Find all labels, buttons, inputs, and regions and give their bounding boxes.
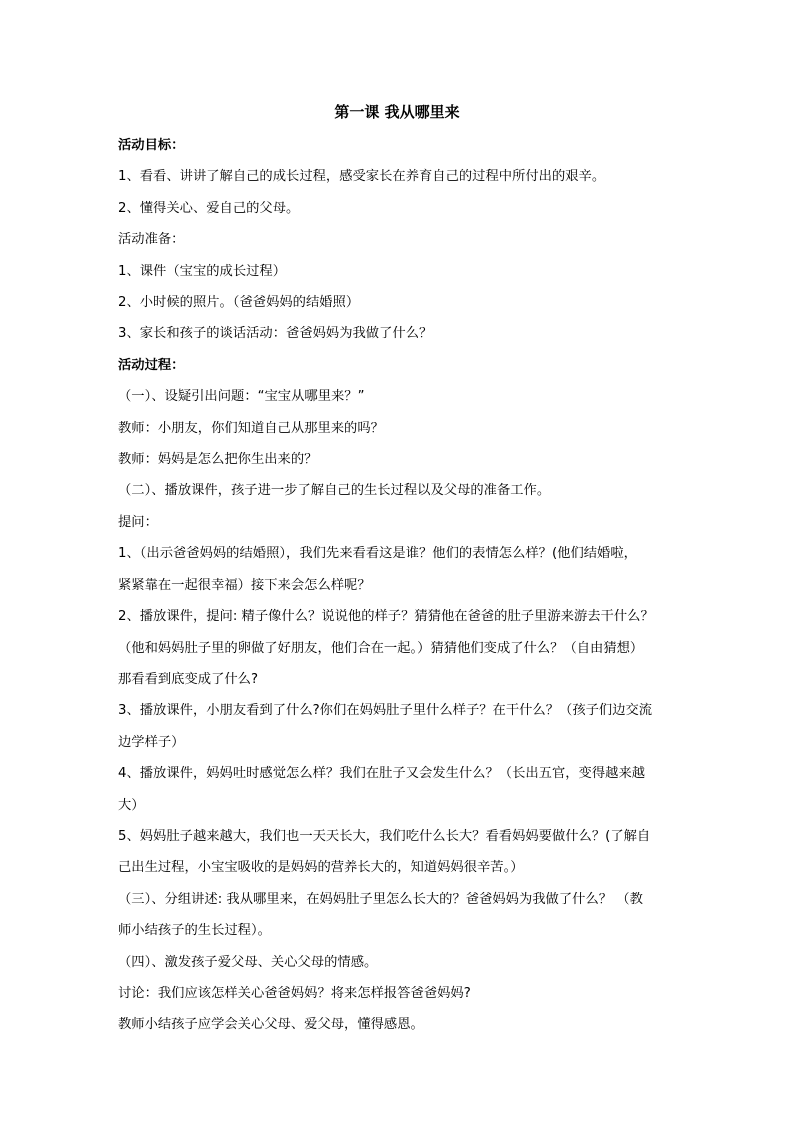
body-line: 教师小结孩子应学会关心父母、爱父母，懂得感恩。: [118, 1017, 424, 1033]
body-line: 1、看看、讲讲了解自己的成长过程，感受家长在养育自己的过程中所付出的艰辛。: [118, 169, 606, 185]
body-line: （二）、播放课件，孩子进一步了解自己的生长过程以及父母的准备工作。: [118, 483, 551, 499]
body-line: 1、（出示爸爸妈妈的结婚照），我们先来看看这是谁？他们的表情怎么样？(他们结婚啦，: [118, 546, 637, 562]
body-line: 2、播放课件，提问: 精子像什么？说说他的样子？猜猜他在爸爸的肚子里游来游去干什么？: [118, 609, 654, 625]
body-line: （一）、设疑引出问题：“宝宝从哪里来？”: [118, 389, 365, 405]
body-line: 师小结孩子的生长过程）。: [118, 923, 271, 939]
body-line: 教师：小朋友，你们知道自己从那里来的吗？: [118, 420, 384, 436]
section-heading: 活动目标：: [118, 138, 185, 153]
body-line: 教师：妈妈是怎么把你生出来的？: [118, 452, 318, 468]
body-line: 紧紧靠在一起很幸福）接下来会怎么样呢？: [118, 577, 371, 593]
body-line: 那看看到底变成了什么?: [118, 671, 259, 687]
section-heading: 活动过程：: [118, 357, 185, 373]
body-line: 3、家长和孩子的谈话活动：爸爸妈妈为我做了什么？: [118, 326, 433, 342]
body-line: 1、课件（宝宝的成长过程）: [118, 263, 287, 279]
body-line: （四）、激发孩子爱父母、关心父母的情感。: [118, 954, 378, 970]
body-line: （他和妈妈肚子里的卵做了好朋友，他们合在一起。）猜猜他们变成了什么？（自由猜想）: [118, 640, 644, 656]
body-line: 大）: [118, 797, 145, 813]
body-line: 3、播放课件，小朋友看到了什么?你们在妈妈肚子里什么样子？在干什么？（孩子们边交流: [118, 703, 653, 719]
body-line: 己出生过程，小宝宝吸收的是妈妈的营养长大的，知道妈妈很辛苦。）: [118, 860, 524, 876]
body-line: 2、小时候的照片。（爸爸妈妈的结婚照）: [118, 295, 360, 311]
body-line: 4、播放课件，妈妈吐时感觉怎么样？我们在肚子又会发生什么？（长出五官，变得越来越: [118, 766, 646, 782]
body-line: 提问：: [118, 514, 158, 530]
body-line: （三）、分组讲述: 我从哪里来，在妈妈肚子里怎么长大的？爸爸妈妈为我做了什么？ （教: [118, 891, 643, 907]
document-body: [118, 130, 678, 1041]
body-line: 2、懂得关心、爱自己的父母。: [118, 200, 300, 216]
body-line: 边学样子）: [118, 734, 185, 750]
body-line: 讨论：我们应该怎样关心爸爸妈妈？将来怎样报答爸爸妈妈?: [118, 985, 471, 1001]
body-line: 5、妈妈肚子越来越大，我们也一天天长大，我们吃什么长大？看看妈妈要做什么？(了解自: [118, 828, 651, 844]
body-line: 活动准备：: [118, 232, 185, 248]
document-title: 第一课 我从哪里来: [334, 103, 460, 121]
